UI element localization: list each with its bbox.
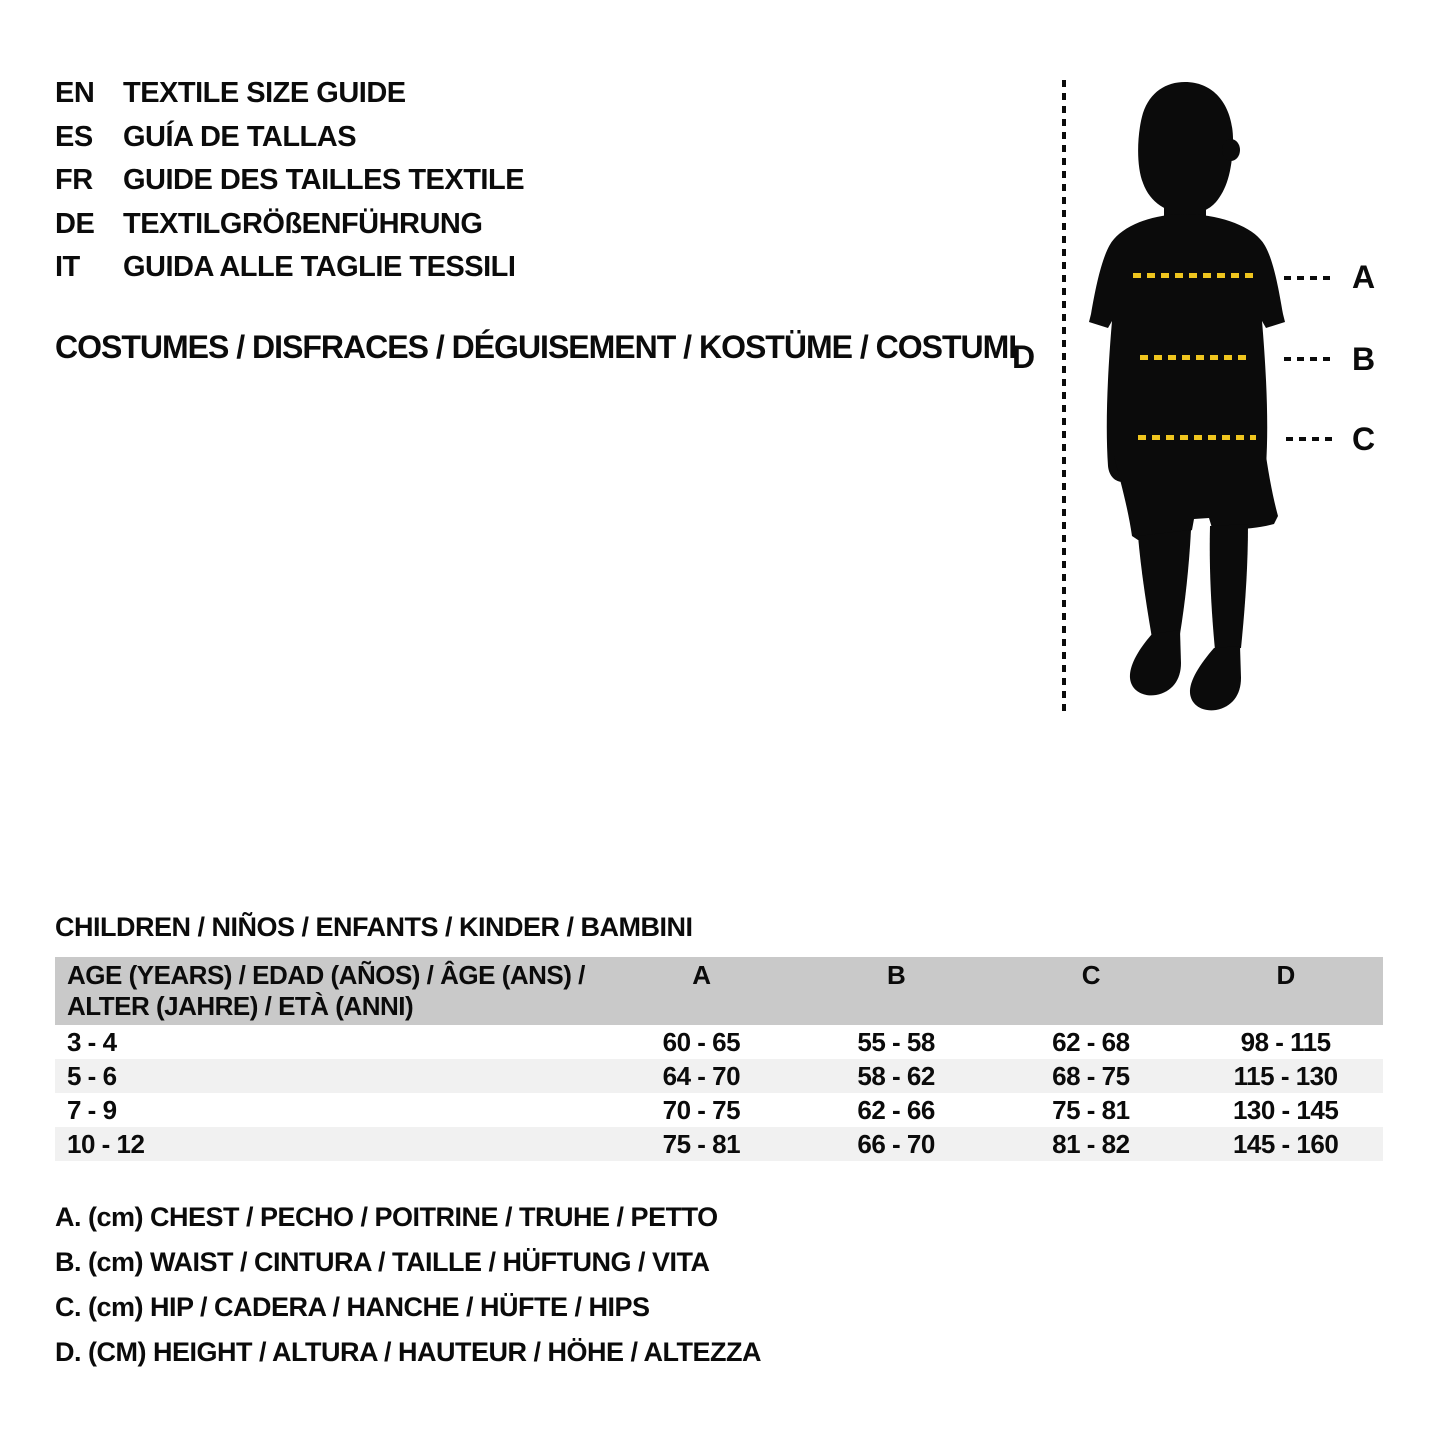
column-header-b: B (886, 960, 906, 990)
hip-measure-line-c (1138, 435, 1256, 440)
table-row (55, 1025, 1383, 1059)
table-row (55, 1127, 1383, 1161)
table-row (55, 1093, 1383, 1127)
language-label: GUÍA DE TALLAS (123, 120, 357, 153)
value-cell-c: 62 - 68 (1052, 1027, 1130, 1057)
silhouette-shorts (1114, 456, 1278, 540)
value-cell-a: 70 - 75 (662, 1095, 741, 1125)
value-cell-b: 55 - 58 (857, 1027, 935, 1057)
age-cell: 10 - 12 (67, 1129, 145, 1159)
language-label: TEXTILE SIZE GUIDE (123, 77, 406, 109)
age-cell: 3 - 4 (67, 1027, 117, 1057)
language-code: DE (55, 207, 95, 240)
age-header-line1: AGE (YEARS) / EDAD (AÑOS) / ÂGE (ANS) / (67, 960, 585, 990)
size-table-header (55, 957, 1383, 1025)
measure-label-d: D (1012, 339, 1036, 375)
language-row-de (55, 203, 524, 247)
language-row-es (55, 116, 524, 160)
silhouette-right-shoe (1190, 646, 1241, 710)
age-cell: 5 - 6 (67, 1061, 117, 1091)
children-section-title: CHILDREN / NIÑOS / ENFANTS / KINDER / BAMBINI (55, 912, 693, 942)
language-row-it (55, 246, 524, 290)
size-table (55, 957, 1383, 1161)
age-header-line2: ALTER (JAHRE) / ETÀ (ANNI) (67, 991, 414, 1021)
height-measure-line-d (1062, 80, 1066, 713)
value-cell-a: 64 - 70 (662, 1061, 741, 1091)
language-label: GUIDA ALLE TAGLIE TESSILI (123, 251, 516, 283)
legend-item-a: A. (cm) CHEST / PECHO / POITRINE / TRUHE / PETTO (55, 1202, 718, 1232)
measure-label-a: A (1352, 259, 1376, 295)
pointer-line-c (1286, 437, 1338, 441)
silhouette-right-leg (1210, 524, 1248, 650)
value-cell-d: 130 - 145 (1232, 1095, 1339, 1125)
language-code: EN (55, 77, 95, 109)
column-header-d: D (1276, 960, 1295, 990)
value-cell-c: 81 - 82 (1052, 1129, 1130, 1159)
language-code: FR (55, 164, 93, 196)
legend-item-d: D. (CM) HEIGHT / ALTURA / HAUTEUR / HÖHE / ALTEZZA (55, 1337, 761, 1367)
value-cell-c: 68 - 75 (1052, 1061, 1130, 1091)
value-cell-a: 60 - 65 (662, 1027, 741, 1057)
category-title: COSTUMES / DISFRACES / DÉGUISEMENT / KOSTÜME / COSTUMI (55, 329, 1017, 365)
measure-label-c: C (1352, 421, 1376, 457)
measurement-legend (55, 1195, 761, 1375)
language-label: TEXTILGRÖßENFÜHRUNG (123, 207, 483, 240)
value-cell-d: 115 - 130 (1233, 1061, 1338, 1091)
silhouette-left-leg (1138, 530, 1191, 638)
silhouette-shirt (1089, 214, 1285, 482)
column-header-c: C (1081, 960, 1101, 990)
measure-label-b: B (1352, 341, 1376, 377)
legend-item-b: B. (cm) WAIST / CINTURA / TAILLE / HÜFTUNG / VITA (55, 1247, 710, 1277)
value-cell-a: 75 - 81 (662, 1129, 741, 1159)
value-cell-c: 75 - 81 (1052, 1095, 1130, 1125)
language-code: IT (55, 251, 80, 283)
waist-measure-line-b (1140, 355, 1250, 360)
pointer-line-b (1284, 357, 1336, 361)
child-silhouette (1088, 78, 1290, 716)
value-cell-b: 66 - 70 (857, 1129, 935, 1159)
silhouette-left-shoe (1130, 630, 1181, 695)
language-row-en (55, 72, 524, 116)
column-header-a: A (692, 960, 711, 990)
silhouette-ear (1222, 139, 1240, 161)
value-cell-b: 58 - 62 (857, 1061, 935, 1091)
pointer-line-a (1284, 276, 1336, 280)
value-cell-d: 98 - 115 (1240, 1027, 1331, 1057)
language-label: GUIDE DES TAILLES TEXTILE (123, 164, 525, 196)
value-cell-d: 145 - 160 (1232, 1129, 1339, 1159)
age-cell: 7 - 9 (67, 1095, 117, 1125)
language-row-fr (55, 159, 524, 203)
age-column-header (55, 957, 604, 1022)
value-cell-b: 62 - 66 (857, 1095, 935, 1125)
language-list (55, 72, 524, 290)
table-row (55, 1059, 1383, 1093)
chest-measure-line-a (1133, 273, 1259, 278)
legend-item-c: C. (cm) HIP / CADERA / HANCHE / HÜFTE / HIPS (55, 1292, 650, 1322)
language-code: ES (55, 120, 93, 153)
